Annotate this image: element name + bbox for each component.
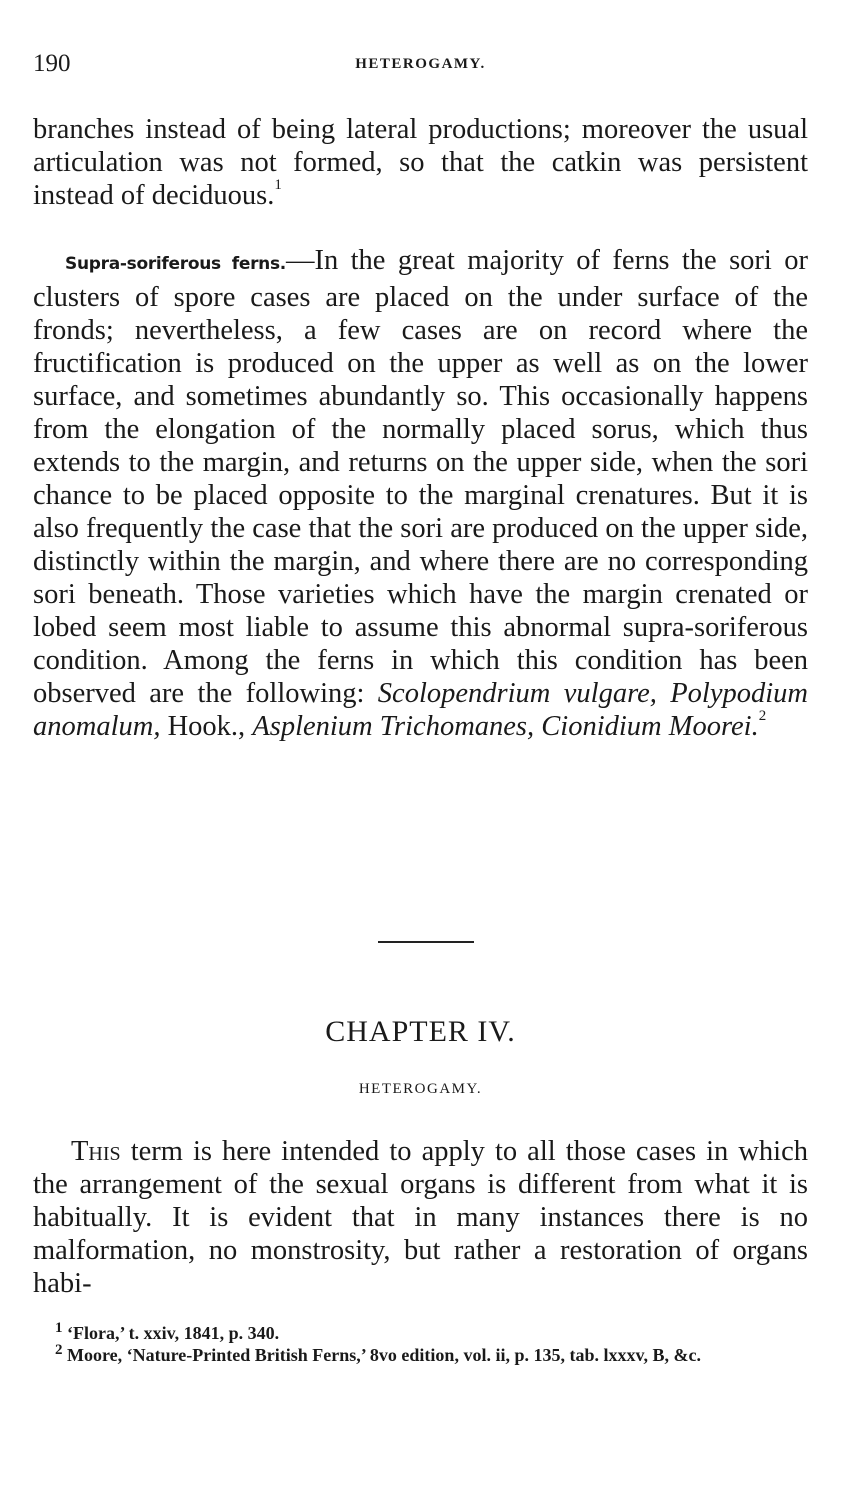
paragraph-continuation bbox=[33, 113, 808, 212]
species-name: Polypodium anomalum, bbox=[33, 678, 808, 742]
footnote-text: Moore, ‘Nature-Printed British Ferns,’ 8vo edition, vol. ii, p. 135, tab. lxxxv, B, &c. bbox=[67, 1345, 701, 1365]
section-divider bbox=[378, 941, 474, 943]
page-number: 190 bbox=[33, 50, 71, 77]
author-abbrev: Hook., bbox=[167, 711, 246, 742]
chapter-title: CHAPTER IV. bbox=[325, 1015, 516, 1048]
running-head bbox=[33, 50, 808, 80]
paragraph-text: term is here intended to apply to all those cases in which the arrangement of the sexual organs is different from what it is habitually. It is evident that in many instances there is no malformation, no monstrosity, but rather a restoration of organs habi- bbox=[33, 1136, 808, 1299]
paragraph-supra-soriferous-ferns bbox=[33, 244, 808, 743]
paragraph-text: branches instead of being lateral productions; moreover the usual articulation was not formed, so that the catkin was persistent instead of deciduous. bbox=[33, 114, 808, 211]
footnote-marker: 2 bbox=[55, 1342, 63, 1358]
paragraph-chapter-opening bbox=[33, 1135, 808, 1300]
footnote-text: ‘Flora,’ t. xxiv, 1841, p. 340. bbox=[67, 1323, 280, 1343]
chapter-subtitle: HETEROGAMY. bbox=[358, 1081, 483, 1097]
species-name: Scolopendrium vulgare, bbox=[377, 678, 657, 709]
footnotes bbox=[33, 1322, 808, 1366]
species-name: Cionidium Moorei. bbox=[541, 711, 759, 742]
paragraph-text: —In the great majority of ferns the sori or clusters of spore cases are placed on the under surface of the fronds; nevertheless, a few cases are on record where the fructification is produced on the upper as well as on the lower surface, and sometimes abundantly so. This occasionally happens from the elongation of the normally placed sorus, which thus extends to the margin, and returns on the upper side, when the sori chance to be placed opposite to the marginal crenatures. But it is also frequently the case that the sori are produced on the upper side, distinctly within the margin, and where there are no corresponding sori beneath. Those varieties which have the margin crenated or lobed seem most liable to assume this abnormal supra-soriferous condition. Among the ferns in which this condition has been observed are the following: bbox=[33, 245, 809, 709]
lead-word: This bbox=[71, 1136, 121, 1167]
side-heading: Supra-soriferous ferns. bbox=[65, 254, 286, 274]
footnote bbox=[33, 1344, 808, 1366]
footnote-ref[interactable]: 1 bbox=[274, 177, 282, 193]
running-title: HETEROGAMY. bbox=[355, 56, 486, 72]
species-name: Asplenium Trichomanes, bbox=[252, 711, 535, 742]
footnote-marker: 1 bbox=[55, 1320, 63, 1336]
footnote-ref[interactable]: 2 bbox=[758, 708, 767, 724]
footnote bbox=[33, 1322, 808, 1344]
